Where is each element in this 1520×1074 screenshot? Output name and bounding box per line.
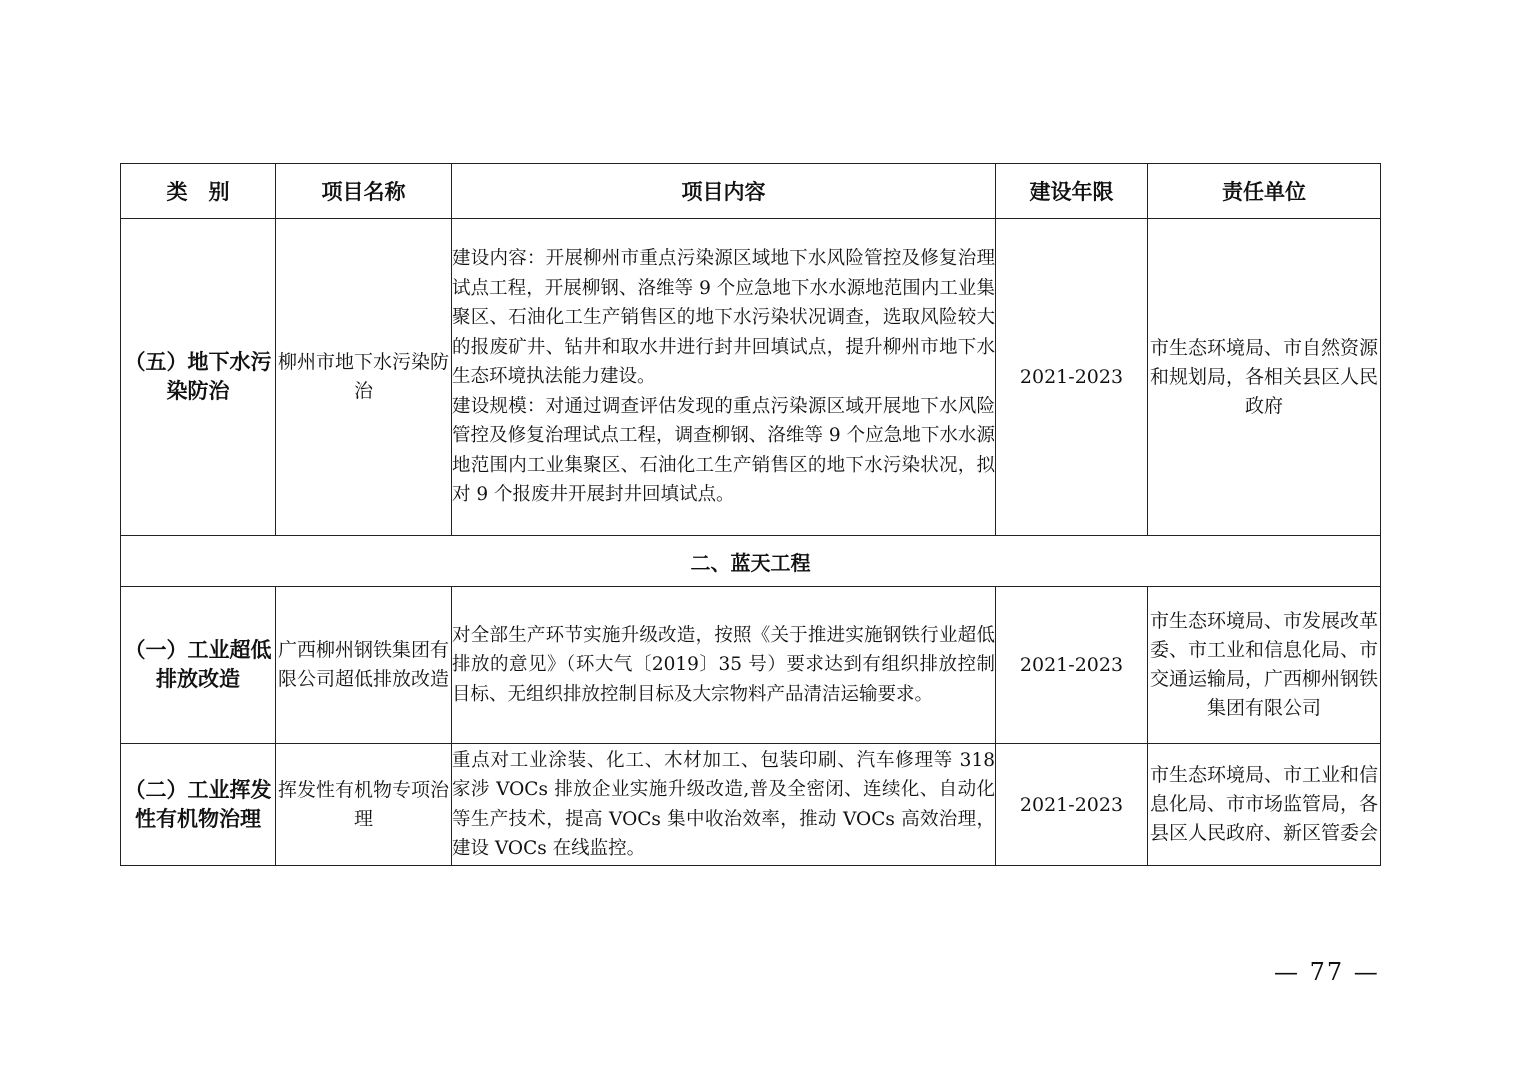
table-row [121,744,1381,866]
table-row [121,219,1381,536]
row-responsible-unit: 市生态环境局、市工业和信息化局、市市场监管局，各县区人民政府、新区管委会 [1148,744,1381,866]
row-project-name: 挥发性有机物专项治理 [276,744,452,866]
section-row [121,536,1381,587]
content-paragraph: 建设内容：开展柳州市重点污染源区域地下水风险管控及修复治理试点工程，开展柳钢、洛维等 9 个应急地下水水源地范围内工业集聚区、石油化工生产销售区的地下水污染状况调查，选取风险较大的报废矿井、钻井和取水井进行封井回填试点，提升柳州市地下水生态环境执法能力建设。 [452,248,995,388]
row-category: （一）工业超低排放改造 [121,587,276,744]
row-project-content: 对全部生产环节实施升级改造，按照《关于推进实施钢铁行业超低排放的意见》（环大气〔2019〕35 号）要求达到有组织排放控制目标、无组织排放控制目标及大宗物料产品清洁运输要求。 [452,587,996,744]
header-project-content: 项目内容 [452,164,996,219]
content-paragraph: 建设规模：对通过调查评估发现的重点污染源区域开展地下水风险管控及修复治理试点工程，调查柳钢、洛维等 9 个应急地下水水源地范围内工业集聚区、石油化工生产销售区的地下水污染状况，拟对 9 个报废井开展封井回填试点。 [452,395,995,506]
row-category: （二）工业挥发性有机物治理 [121,744,276,866]
table-row [121,587,1381,744]
table-header-row [121,164,1381,219]
row-project-name: 柳州市地下水污染防治 [276,219,452,536]
header-project-name: 项目名称 [276,164,452,219]
project-table [120,163,1381,866]
row-project-content: 重点对工业涂装、化工、木材加工、包装印刷、汽车修理等 318 家涉 VOCs 排放企业实施升级改造,普及全密闭、连续化、自动化等生产技术，提高 VOCs 集中收治效率，推动 VOCs 高效治理，建设 VOCs 在线监控。 [452,744,996,866]
header-years: 建设年限 [996,164,1148,219]
row-responsible-unit: 市生态环境局、市发展改革委、市工业和信息化局、市交通运输局，广西柳州钢铁集团有限公司 [1148,587,1381,744]
row-responsible-unit: 市生态环境局、市自然资源和规划局，各相关县区人民政府 [1148,219,1381,536]
row-category: （五）地下水污染防治 [121,219,276,536]
section-title: 二、蓝天工程 [121,536,1381,587]
row-years: 2021-2023 [996,587,1148,744]
row-project-name: 广西柳州钢铁集团有限公司超低排放改造 [276,587,452,744]
header-responsible-unit: 责任单位 [1148,164,1381,219]
page-number: — 77 — [1274,958,1380,986]
header-category: 类 别 [121,164,276,219]
row-project-content [452,219,996,536]
row-years: 2021-2023 [996,744,1148,866]
row-years: 2021-2023 [996,219,1148,536]
